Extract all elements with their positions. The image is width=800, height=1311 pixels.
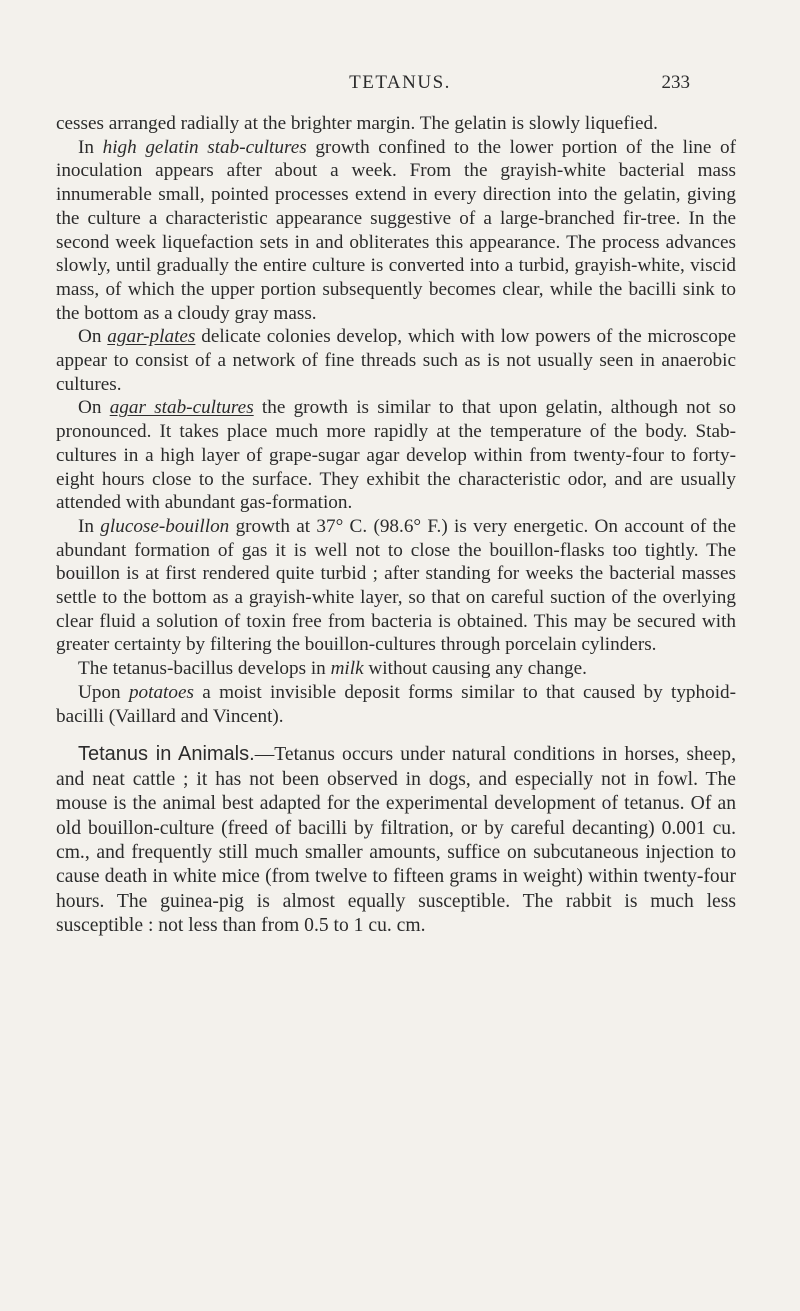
page-number: 233 [661, 72, 690, 93]
section-tetanus-in-animals [56, 742, 736, 938]
lead-text: On [78, 326, 102, 348]
paragraph-text: growth at 37° C. (98.6° F.) is very energetic. On account of the abundant formation of gas it is well not to close the bouillon-flasks too tightly. The bouillon is at first rendered quite turbid ; after standing for weeks the bacterial masses settle to the bottom as a grayish-white layer, so that on careful suction of the overlying clear fluid a solution of toxin free from bacteria is obtained. This may be secured with greater certainty by filtering the bouillon-cultures through porcelain cylinders. [56, 515, 737, 656]
paragraph-text: the growth is similar to that upon gelatin, although not so pronounced. It takes place much more rapidly at the temperature of the body. Stab-cultures in a high layer of grape-sugar agar develop within from twenty-four to forty-eight hours close to the surface. They exhibit the characteristic odor, and are usually attended with abundant gas-formation. [56, 397, 736, 514]
lead-text: The tetanus-bacillus develops in [78, 658, 326, 680]
lead-text: On [78, 397, 102, 419]
term-high-gelatin-stab-cultures: high gelatin stab-cultures [102, 136, 307, 158]
paragraph-text: a moist invisible deposit forms similar to that caused by typhoid-bacilli (Vaillard and Vincent). [56, 681, 737, 727]
term-milk: milk [330, 658, 364, 680]
term-glucose-bouillon: glucose-bouillon [100, 515, 230, 537]
paragraph-glucose-bouillon [56, 515, 736, 657]
paragraph-agar-stab [56, 396, 736, 515]
paragraph-1: cesses arranged radially at the brighter margin. The gelatin is slowly liquefied. [56, 113, 658, 134]
paragraph-high-gelatin [56, 136, 736, 326]
term-potatoes: potatoes [128, 681, 194, 703]
lead-text: Upon [78, 681, 121, 703]
paragraph-tetanus-in-animals [56, 742, 736, 938]
term-agar-plates: agar-plates [107, 326, 196, 348]
paragraph-milk [56, 657, 736, 681]
paragraph-agar-plates [56, 325, 736, 396]
section-heading: Tetanus in Animals. [78, 743, 255, 766]
paragraph-text: growth confined to the lower portion of the line of inoculation appears after about a week. From the grayish-white bacterial mass innumerable small, pointed processes extend in every direction into the gelatin, giving the culture a characteristic appearance suggestive of a large-branched fir-tree. In the second week liquefaction sets in and obliterates this appearance. The process advances slowly, until gradually the entire culture is converted into a turbid, grayish-white, viscid mass, of which the upper portion subsequently becomes clear, while the bacilli sink to the bottom as a cloudy gray mass. [56, 136, 736, 324]
paragraph-text: without causing any change. [363, 658, 587, 680]
body-text [56, 112, 736, 939]
lead-text: In [78, 515, 94, 537]
paragraph-text: —Tetanus occurs under natural conditions in horses, sheep, and neat cattle ; it has not been observed in dogs, and especially not in fowl. The mouse is the animal best adapted for the experimental development of tetanus. Of an old bouillon-culture (freed of bacilli by filtration, or by careful decanting) 0.001 cu. cm., and frequently still much smaller amounts, suffice on subcutaneous injection to cause death in white mice (from twelve to fifteen grams in weight) within twenty-four hours. The guinea-pig is almost equally susceptible. The rabbit is much less susceptible : not less than from 0.5 to 1 cu. cm. [56, 744, 736, 937]
paragraph-potatoes [56, 681, 736, 728]
lead-text: In [78, 136, 94, 158]
term-agar-stab-cultures: agar stab-cultures [109, 397, 254, 419]
paragraph-text: delicate colonies develop, which with low powers of the microscope appear to consist of a network of fine threads such as is not usually seen in anaerobic cultures. [56, 326, 736, 395]
running-head [0, 72, 800, 102]
running-title: TETANUS. [349, 72, 451, 93]
